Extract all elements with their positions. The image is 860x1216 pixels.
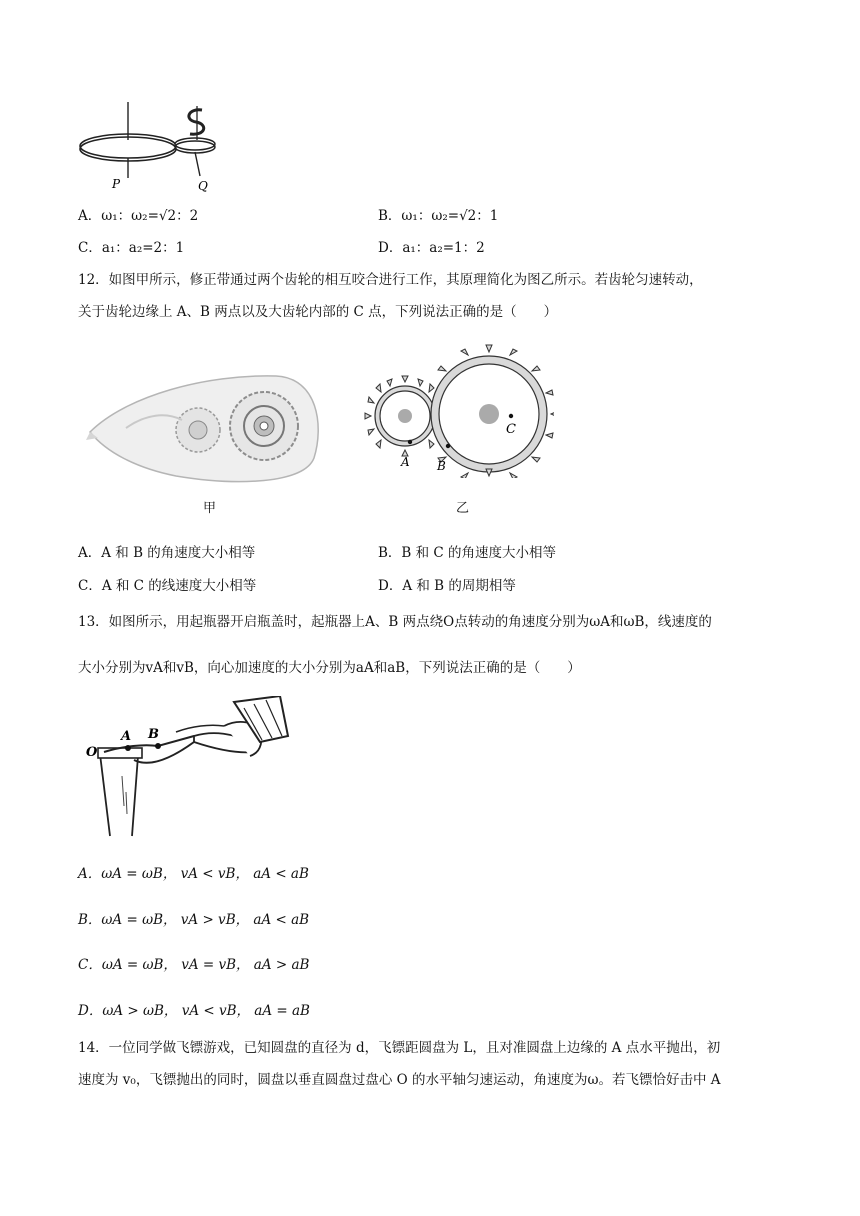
q14-stem-line1: 14．一位同学做飞镖游戏，已知圆盘的直径为 d，飞镖距圆盘为 L，且对准圆盘上边缘的 A 点水平抛出，初 xyxy=(78,1040,721,1056)
q13-stem-line2: 大小分别为vA和vB，向心加速度的大小分别为aA和aB，下列说法正确的是（ ） xyxy=(78,660,581,676)
q12-option-d: D．A 和 B 的周期相等 xyxy=(378,578,516,594)
q14-stem-line2: 速度为 v₀，飞镖抛出的同时，圆盘以垂直圆盘过盘心 O 的水平轴匀速运动，角速度为ω。若飞镖恰好击中 A xyxy=(78,1072,721,1088)
q12-caption-left: 甲 xyxy=(203,501,217,516)
q12-stem-line2: 关于齿轮边缘上 A、B 两点以及大齿轮内部的 C 点，下列说法正确的是（ ） xyxy=(78,304,558,320)
q11-option-c: C．a₁：a₂=2：1 xyxy=(78,240,185,256)
q11-discs-figure xyxy=(76,100,226,192)
q12-stem-line1: 12．如图甲所示，修正带通过两个齿轮的相互咬合进行工作，其原理简化为图乙所示。若齿轮匀速转动， xyxy=(78,272,703,288)
q13-stem-line1: 13．如图所示，用起瓶器开启瓶盖时，起瓶器上A、B 两点绕O点转动的角速度分别为ωA和ωB，线速度的 xyxy=(78,614,712,630)
q13-label-a: A xyxy=(121,729,132,744)
q12-correction-tape-photo xyxy=(86,368,326,490)
q12-caption-right: 乙 xyxy=(456,501,470,516)
q12-gears-diagram xyxy=(364,338,554,478)
q13-bottle-opener-figure xyxy=(84,696,294,842)
q12-option-b: B．B 和 C 的角速度大小相等 xyxy=(378,545,557,561)
q12-option-a: A．A 和 B 的角速度大小相等 xyxy=(78,545,256,561)
q12-option-c: C．A 和 C 的线速度大小相等 xyxy=(78,578,257,594)
q12-label-c: C xyxy=(506,422,516,437)
q11-option-b: B．ω₁：ω₂=√2：1 xyxy=(378,208,499,224)
q11-label-p: P xyxy=(112,177,121,191)
q13-label-b: B xyxy=(148,727,159,742)
q13-label-o: O xyxy=(86,745,98,760)
q13-option-b: B．ωA = ωB， vA > vB， aA < aB xyxy=(78,912,310,928)
q11-option-d: D．a₁：a₂=1：2 xyxy=(378,240,485,256)
q12-label-b: B xyxy=(437,459,446,473)
q11-label-q: Q xyxy=(198,179,208,192)
q12-label-a: A xyxy=(401,455,410,469)
q13-option-a: A．ωA = ωB， vA < vB， aA < aB xyxy=(78,866,309,882)
q13-option-d: D．ωA > ωB， vA < vB， aA = aB xyxy=(78,1003,310,1019)
q13-option-c: C．ωA = ωB， vA = vB， aA > aB xyxy=(78,957,310,973)
q11-option-a: A．ω₁：ω₂=√2：2 xyxy=(78,208,199,224)
